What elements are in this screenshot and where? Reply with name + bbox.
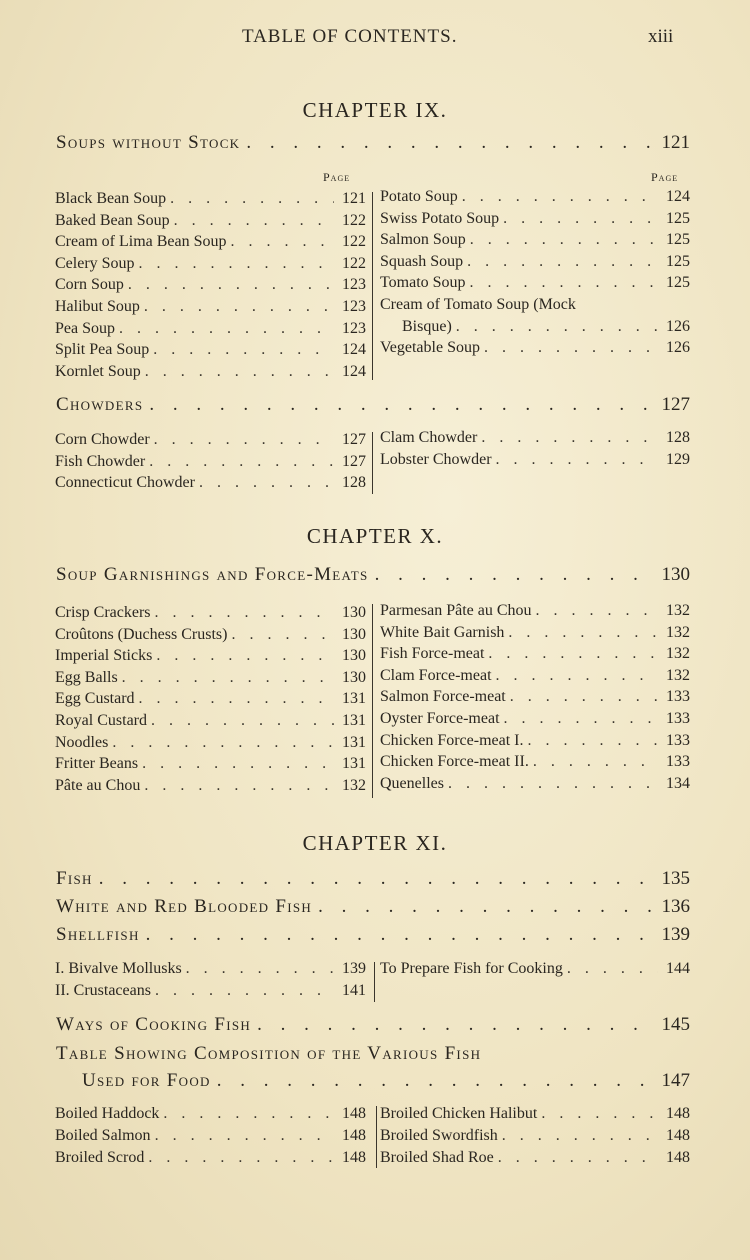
- toc-entry: [380, 318, 690, 340]
- leader-dots: [174, 212, 334, 230]
- leader-dots: [503, 210, 658, 228]
- toc-entry-title: Connecticut Chowder: [55, 474, 195, 492]
- leader-dots: [470, 274, 658, 292]
- leader-dots: [155, 604, 334, 622]
- toc-entry-page: 133: [666, 710, 690, 727]
- leader-dots: [318, 896, 655, 918]
- toc-entry-title: Broiled Swordfish: [380, 1127, 498, 1144]
- toc-entry-title: Royal Custard: [55, 712, 147, 729]
- toc-entry-page: 132: [666, 645, 690, 663]
- toc-entry-page: 131: [342, 690, 366, 708]
- toc-entry-page: 130: [342, 668, 366, 686]
- toc-entry: [380, 602, 690, 624]
- leader-dots: [99, 868, 656, 890]
- toc-entry-title: Broiled Shad Roe: [380, 1149, 494, 1166]
- leader-dots: [528, 732, 659, 750]
- section-shellfish: [56, 924, 690, 950]
- leader-dots: [533, 753, 658, 771]
- toc-entry-page: 132: [666, 666, 690, 684]
- toc-entry-title: Noodles: [55, 733, 109, 751]
- toc-entry-title: Lobster Chowder: [380, 450, 492, 468]
- toc-entry-page: 124: [342, 341, 366, 359]
- toc-entry: [55, 982, 366, 1004]
- leader-dots: [481, 429, 658, 447]
- toc-entry: [380, 624, 690, 646]
- leader-dots: [231, 233, 334, 251]
- leader-dots: [151, 712, 334, 730]
- section-composition-table-line-1: [56, 1043, 690, 1069]
- toc-entry: [55, 341, 366, 363]
- toc-entry-title: Croûtons (Duchess Crusts): [55, 625, 228, 643]
- toc-entry-page: 148: [666, 1149, 690, 1166]
- leader-dots: [536, 602, 658, 620]
- toc-entry: [380, 296, 690, 318]
- leader-dots: [462, 188, 658, 206]
- leader-dots: [144, 777, 334, 795]
- toc-entry-title: Fish Chowder: [55, 452, 146, 470]
- toc-entry-title: Salmon Soup: [380, 231, 466, 249]
- toc-entry-title: Celery Soup: [55, 254, 135, 272]
- toc-entry-title: Boiled Haddock: [55, 1105, 160, 1122]
- leader-dots: [508, 624, 658, 642]
- section-page: 147: [661, 1070, 690, 1091]
- leader-dots: [257, 1014, 655, 1036]
- toc-entry-page: 125: [666, 252, 690, 270]
- section-title: Chowders: [56, 394, 144, 415]
- toc-entry-title: Cream of Tomato Soup (Mock: [380, 296, 576, 313]
- leader-dots: [496, 667, 658, 685]
- toc-entry-page: 129: [666, 450, 690, 468]
- toc-entry-page: 148: [666, 1105, 690, 1122]
- toc-entry: [380, 1127, 690, 1149]
- toc-entry: [55, 320, 366, 342]
- toc-entry-title: Kornlet Soup: [55, 362, 141, 380]
- toc-entry-page: 122: [342, 233, 366, 251]
- toc-entry-title: Bisque): [402, 317, 452, 335]
- toc-entry-title: Egg Balls: [55, 668, 118, 686]
- leader-dots: [145, 363, 334, 381]
- toc-entry-title: Cream of Lima Bean Soup: [55, 233, 227, 251]
- toc-entry-page: 122: [342, 254, 366, 272]
- toc-entry-title: II. Crustaceans: [55, 981, 151, 999]
- section-page: 130: [661, 564, 690, 585]
- toc-entry: [380, 753, 690, 775]
- toc-entry: [380, 732, 690, 754]
- toc-entry-title: Corn Chowder: [55, 431, 150, 448]
- toc-entry-title: Egg Custard: [55, 690, 135, 708]
- leader-dots: [541, 1105, 658, 1123]
- toc-entry-title: Broiled Scrod: [55, 1149, 145, 1166]
- toc-entry-page: 148: [342, 1149, 366, 1166]
- toc-entry-page: 134: [666, 774, 690, 792]
- toc-entry-title: Imperial Sticks: [55, 647, 153, 665]
- toc-entry: [380, 339, 690, 361]
- leader-dots: [153, 341, 334, 359]
- toc-entry-page: 125: [666, 209, 690, 227]
- section-title: Soup Garnishings and Force-Meats: [56, 564, 369, 585]
- toc-entry-page: 126: [666, 339, 690, 357]
- section-title: Table Showing Composition of the Various Fish: [56, 1043, 482, 1064]
- section-title: Soups without Stock: [56, 132, 241, 153]
- column-divider: [374, 962, 375, 1002]
- toc-entry-page: 131: [342, 755, 366, 773]
- toc-entry-page: 130: [342, 625, 366, 643]
- section-ways-of-cooking-fish: [56, 1014, 690, 1040]
- toc-entry-page: 130: [342, 604, 366, 621]
- section-title: Shellfish: [56, 924, 140, 945]
- toc-entry-title: Black Bean Soup: [55, 190, 167, 207]
- toc-entry-title: Split Pea Soup: [55, 341, 150, 359]
- toc-entry: [55, 1127, 366, 1149]
- toc-entry: [55, 276, 366, 298]
- toc-entry-page: 123: [342, 319, 366, 337]
- toc-entry-title: Swiss Potato Soup: [380, 209, 500, 227]
- toc-entry-title: Broiled Chicken Halibut: [380, 1105, 538, 1122]
- toc-entry-page: 148: [342, 1127, 366, 1144]
- toc-entry-page: 121: [342, 190, 366, 207]
- leader-dots: [155, 982, 334, 1000]
- toc-entry-page: 124: [342, 362, 366, 380]
- toc-entry: [380, 274, 690, 296]
- toc-entry-page: 133: [666, 753, 690, 771]
- toc-entry-page: 125: [666, 231, 690, 249]
- toc-entry: [55, 474, 366, 496]
- toc-entry: [380, 960, 690, 982]
- toc-entry: [380, 231, 690, 253]
- leader-dots: [510, 688, 658, 706]
- leader-dots: [154, 431, 334, 449]
- column-divider: [372, 432, 373, 494]
- toc-entry-title: To Prepare Fish for Cooking: [380, 960, 563, 977]
- toc-entry: [55, 190, 366, 212]
- toc-entry: [55, 755, 366, 777]
- leader-dots: [142, 755, 334, 773]
- toc-entry: [380, 188, 690, 210]
- toc-entry-title: Salmon Force-meat: [380, 688, 506, 706]
- toc-entry: [380, 1149, 690, 1171]
- leader-dots: [144, 298, 334, 316]
- toc-entry: [380, 710, 690, 732]
- toc-entry: [55, 647, 366, 669]
- toc-entry-title: Chicken Force-meat II.: [380, 753, 529, 771]
- toc-entry: [380, 775, 690, 797]
- toc-entry-title: Fritter Beans: [55, 755, 139, 773]
- toc-entry-page: 132: [342, 776, 366, 794]
- leader-dots: [119, 320, 334, 338]
- chapter-xi-heading: CHAPTER XI.: [302, 831, 448, 855]
- toc-entry: [380, 210, 690, 232]
- section-title: White and Red Blooded Fish: [56, 896, 313, 917]
- toc-entry-page: 123: [342, 276, 366, 294]
- toc-entry-page: 122: [342, 211, 366, 229]
- running-head-page-number: xiii: [648, 26, 674, 47]
- toc-entry: [55, 1149, 366, 1171]
- toc-entry: [380, 645, 690, 667]
- toc-entry: [55, 1105, 366, 1127]
- toc-entry-title: Oyster Force-meat: [380, 710, 500, 727]
- column-divider: [372, 604, 373, 798]
- leader-dots: [149, 394, 655, 416]
- toc-entry-page: 123: [342, 298, 366, 315]
- toc-entry: [380, 429, 690, 451]
- section-page: 127: [661, 394, 690, 415]
- toc-entry-title: Quenelles: [380, 774, 444, 792]
- leader-dots: [504, 710, 658, 728]
- toc-entry-page: 144: [666, 960, 690, 977]
- toc-entry-title: Clam Chowder: [380, 429, 478, 446]
- section-page: 136: [661, 896, 690, 917]
- toc-entry-title: I. Bivalve Mollusks: [55, 960, 182, 977]
- toc-entry-page: 127: [342, 452, 366, 470]
- leader-dots: [567, 960, 658, 978]
- toc-entry: [380, 253, 690, 275]
- column-divider: [372, 192, 373, 380]
- toc-entry-page: 133: [666, 731, 690, 749]
- leader-dots: [246, 132, 655, 154]
- leader-dots: [488, 645, 658, 663]
- toc-entry-title: Chicken Force-meat I.: [380, 731, 524, 749]
- leader-dots: [139, 690, 334, 708]
- toc-entry: [55, 712, 366, 734]
- leader-dots: [139, 255, 334, 273]
- section-fish: [56, 868, 690, 894]
- leader-dots: [112, 734, 334, 752]
- toc-entry: [55, 777, 366, 799]
- toc-entry: [55, 960, 366, 982]
- toc-entry-page: 148: [342, 1105, 366, 1122]
- section-chowders: [56, 394, 690, 420]
- section-page: 145: [661, 1014, 690, 1035]
- leader-dots: [375, 564, 656, 586]
- toc-entry-page: 148: [666, 1127, 690, 1144]
- toc-entry: [55, 453, 366, 475]
- leader-dots: [467, 253, 658, 271]
- toc-entry: [55, 734, 366, 756]
- leader-dots: [163, 1105, 334, 1123]
- toc-entry-title: White Bait Garnish: [380, 623, 505, 641]
- leader-dots: [122, 669, 334, 687]
- leader-dots: [149, 453, 334, 471]
- toc-entry: [55, 431, 366, 453]
- toc-entry: [55, 212, 366, 234]
- toc-entry-title: Tomato Soup: [380, 274, 466, 292]
- toc-entry: [380, 667, 690, 689]
- toc-entry-title: Squash Soup: [380, 252, 464, 270]
- leader-dots: [498, 1149, 658, 1167]
- toc-entry-title: Potato Soup: [380, 188, 458, 205]
- leader-dots: [170, 190, 334, 208]
- section-soups-without-stock: [56, 132, 690, 158]
- leader-dots: [470, 231, 658, 249]
- toc-entry: [55, 255, 366, 277]
- section-page: 121: [661, 132, 690, 153]
- toc-entry-page: 130: [342, 647, 366, 665]
- leader-dots: [186, 960, 334, 978]
- section-title: Fish: [56, 868, 93, 889]
- chapter-x-heading: CHAPTER X.: [306, 524, 444, 548]
- section-composition-table-line-2: [56, 1070, 690, 1096]
- toc-entry-title: Pea Soup: [55, 319, 115, 337]
- leader-dots: [448, 775, 658, 793]
- toc-entry-page: 132: [666, 623, 690, 641]
- toc-entry: [55, 233, 366, 255]
- leader-dots: [148, 1149, 334, 1167]
- leader-dots: [502, 1127, 658, 1145]
- toc-entry-page: 126: [666, 317, 690, 335]
- toc-entry-title: Parmesan Pâte au Chou: [380, 602, 532, 619]
- toc-entry-page: 133: [666, 688, 690, 706]
- toc-entry: [55, 626, 366, 648]
- toc-entry: [380, 451, 690, 473]
- section-soup-garnishings: [56, 564, 690, 590]
- leader-dots: [155, 1127, 334, 1145]
- section-page: 139: [661, 924, 690, 945]
- toc-entry-page: 125: [666, 274, 690, 292]
- running-head-title: TABLE OF CONTENTS.: [242, 26, 458, 47]
- toc-entry-title: Corn Soup: [55, 276, 124, 294]
- toc-entry-title: Pâte au Chou: [55, 776, 141, 794]
- section-title: Used for Food: [82, 1070, 211, 1091]
- toc-entry-title: Crisp Crackers: [55, 604, 151, 621]
- toc-entry-page: 131: [342, 733, 366, 751]
- toc-entry: [55, 690, 366, 712]
- toc-entry-title: Vegetable Soup: [380, 339, 480, 357]
- chapter-ix-heading: CHAPTER IX.: [302, 98, 448, 122]
- toc-entry-page: 139: [342, 960, 366, 977]
- toc-entry: [55, 604, 366, 626]
- toc-entry: [380, 688, 690, 710]
- leader-dots: [231, 626, 334, 644]
- leader-dots: [199, 474, 334, 492]
- toc-entry: [55, 669, 366, 691]
- toc-entry-page: 132: [666, 602, 690, 619]
- section-title: Ways of Cooking Fish: [56, 1014, 252, 1035]
- leader-dots: [146, 924, 656, 946]
- toc-entry-page: 128: [666, 429, 690, 446]
- leader-dots: [217, 1070, 656, 1092]
- section-white-red-blooded-fish: [56, 896, 690, 922]
- toc-entry-title: Fish Force-meat: [380, 645, 485, 663]
- toc-entry-page: 127: [342, 431, 366, 448]
- toc-entry-page: 141: [342, 981, 366, 999]
- toc-entry-title: Baked Bean Soup: [55, 211, 170, 229]
- toc-entry-page: 131: [342, 712, 366, 729]
- leader-dots: [456, 318, 658, 336]
- leader-dots: [484, 339, 658, 357]
- leader-dots: [156, 647, 334, 665]
- toc-entry: [55, 363, 366, 385]
- toc-entry-page: 128: [342, 474, 366, 492]
- toc-entry-title: Clam Force-meat: [380, 666, 492, 684]
- section-page: 135: [661, 868, 690, 889]
- toc-entry: [380, 1105, 690, 1127]
- toc-entry-title: Halibut Soup: [55, 298, 140, 315]
- leader-dots: [128, 276, 334, 294]
- page-column-label-right: Page: [651, 170, 679, 184]
- toc-entry-title: Boiled Salmon: [55, 1127, 151, 1144]
- leader-dots: [496, 451, 658, 469]
- toc-entry-page: 124: [666, 188, 690, 205]
- toc-entry: [55, 298, 366, 320]
- page-column-label-left: Page: [323, 170, 351, 184]
- column-divider: [376, 1106, 377, 1168]
